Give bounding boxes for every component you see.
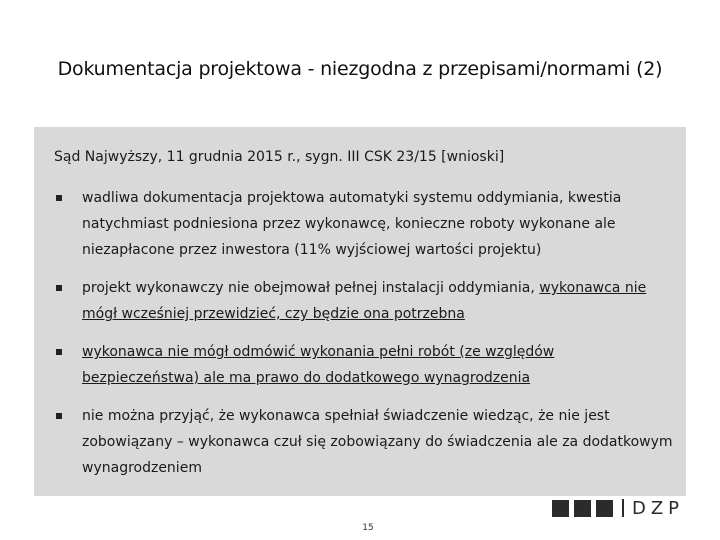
- square-bullet-icon: [56, 285, 62, 291]
- case-reference: Sąd Najwyższy, 11 grudnia 2015 r., sygn. III CSK 23/15 [wnioski]: [54, 149, 505, 165]
- square-bullet-icon: [56, 349, 62, 355]
- logo-square-icon: [596, 500, 613, 517]
- bullet-text: wadliwa dokumentacja projektowa automatyki systemu oddymiania, kwestia natychmiast podniesiona przez wykonawcę, konieczne roboty wykonane ale niezapłacone przez inwestora (11% wyjściowej wartości projektu): [82, 190, 622, 258]
- square-bullet-icon: [56, 413, 62, 419]
- list-item: [54, 339, 674, 391]
- dzp-logo: [552, 499, 684, 517]
- bullet-text: nie można przyjąć, że wykonawca spełniał świadczenie wiedząc, że nie jest zobowiązany – wykonawca czuł się zobowiązany do świadczenia ale za dodatkowym wynagrodzeniem: [82, 408, 673, 476]
- list-item: [54, 403, 674, 481]
- page-number: 15: [362, 523, 374, 533]
- bullet-list: [54, 185, 674, 481]
- list-item: [54, 275, 674, 327]
- logo-square-icon: [574, 500, 591, 517]
- logo-text: DZP: [631, 497, 684, 519]
- bullet-text-underlined: wykonawca nie mógł odmówić wykonania pełni robót (ze względów bezpieczeństwa) ale ma prawo do dodatkowego wynagrodzenia: [82, 344, 555, 386]
- content-panel: [34, 127, 686, 496]
- logo-square-icon: [552, 500, 569, 517]
- bullet-text: projekt wykonawczy nie obejmował pełnej instalacji oddymiania,: [82, 280, 540, 296]
- logo-divider: [622, 499, 624, 517]
- bullet-text-underlined: wykonawca nie mógł wcześniej przewidzieć, czy będzie ona potrzebna: [82, 280, 647, 322]
- square-bullet-icon: [56, 195, 62, 201]
- list-item: [54, 185, 674, 263]
- slide-title: Dokumentacja projektowa - niezgodna z przepisami/normami (2): [57, 58, 663, 80]
